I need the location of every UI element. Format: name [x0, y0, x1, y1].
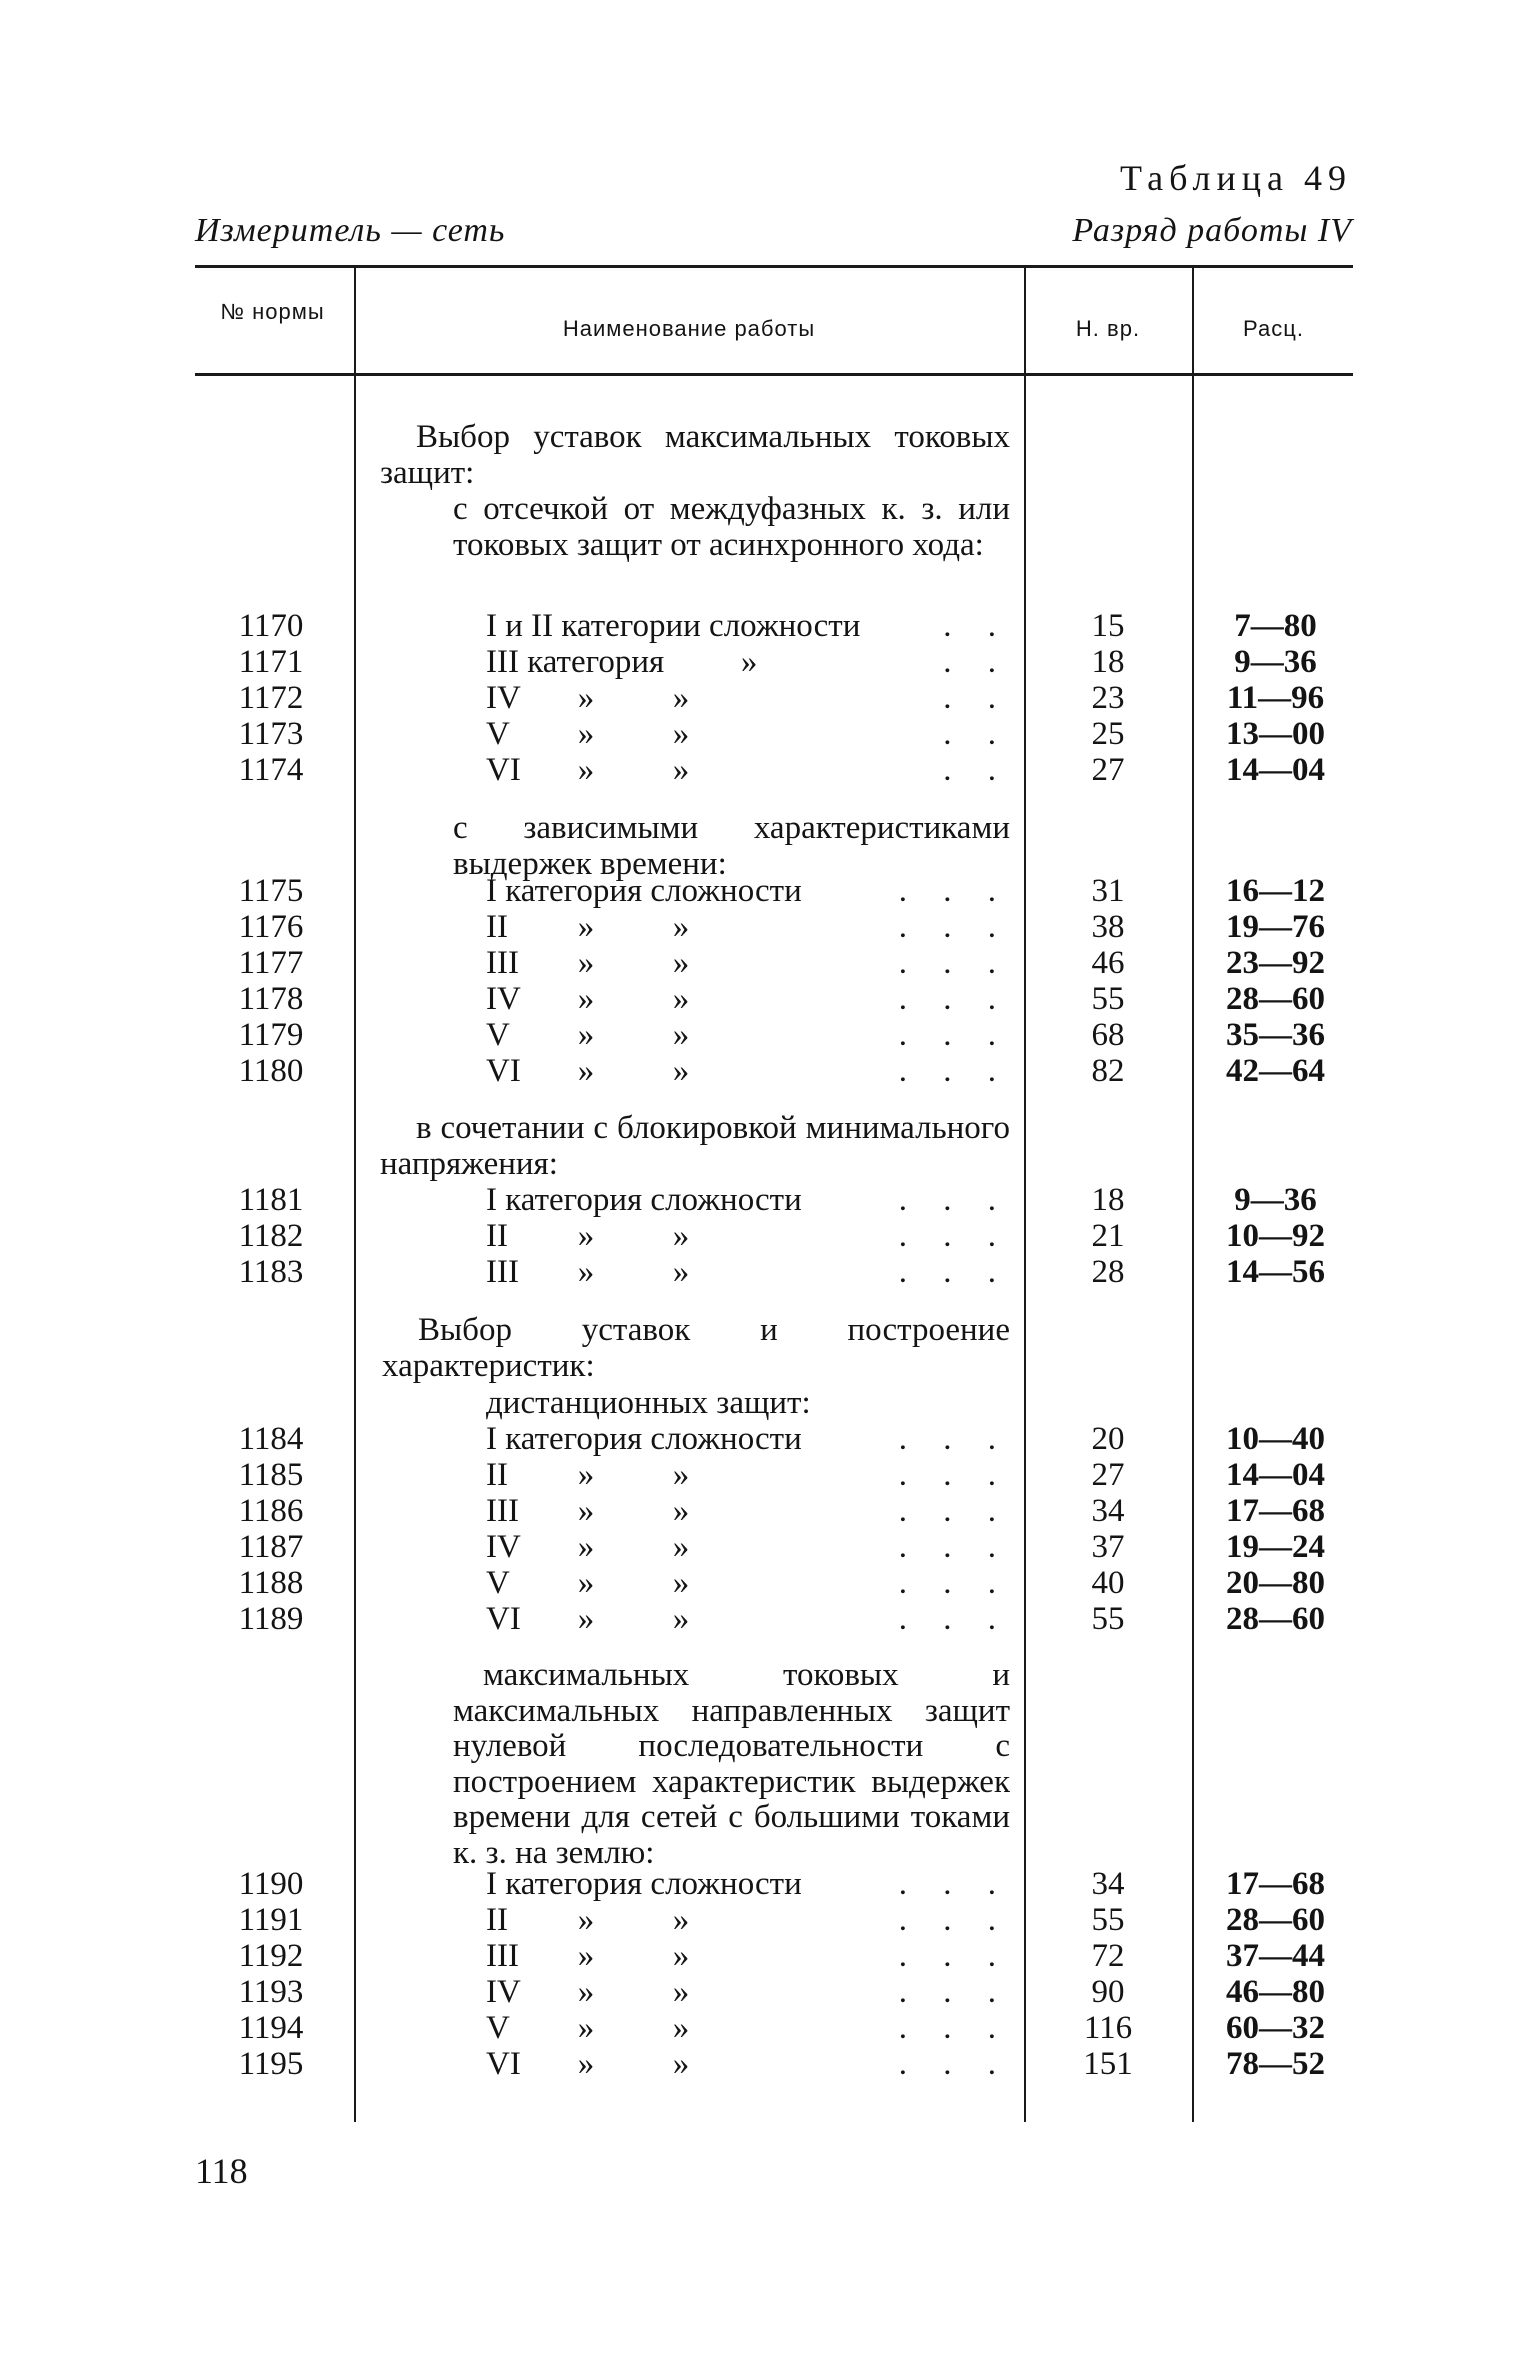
time-norm: 116 [1083, 2010, 1133, 2046]
ditto-mark: » [672, 1053, 690, 1089]
ditto-mark: » [577, 1529, 595, 1565]
leader-dots: . . [943, 752, 1010, 788]
rate: 35—36 [1226, 1017, 1325, 1053]
ditto-mark: » [672, 1565, 690, 1601]
work-category: VI [486, 1601, 521, 1637]
work-name [486, 1182, 1010, 1218]
ditto-mark: » [672, 1493, 690, 1529]
leader-dots: . . . [898, 1493, 1010, 1529]
work-category: V [486, 716, 510, 752]
time-norm: 55 [1091, 1902, 1125, 1938]
work-category: I категория сложности [486, 1182, 802, 1218]
rate: 78—52 [1226, 2046, 1325, 2082]
ditto-mark: » [672, 1601, 690, 1637]
work-name [486, 873, 1010, 909]
work-category: VI [486, 752, 521, 788]
work-name [486, 752, 1010, 788]
leader-dots: . . . [898, 1053, 1010, 1089]
norm-number: 1193 [238, 1974, 304, 2010]
work-name [486, 608, 1010, 644]
work-category: V [486, 1565, 510, 1601]
leader-dots: . . . [898, 1421, 1010, 1457]
norm-number: 1183 [238, 1254, 304, 1290]
table-row [0, 1421, 1535, 1457]
ditto-mark: » [577, 716, 595, 752]
norm-number: 1182 [238, 1218, 304, 1254]
work-name [486, 1421, 1010, 1457]
column-header-hours: Н. вр. [1075, 316, 1141, 341]
leader-dots: . . . [898, 2010, 1010, 2046]
section-subtitle: с отсечкой от междуфазных к. з. или токовых защит от асинхронного хода: [453, 491, 1010, 563]
work-name [486, 1053, 1010, 1089]
table-row [0, 1493, 1535, 1529]
time-norm: 27 [1091, 752, 1125, 788]
ditto-mark: » [577, 945, 595, 981]
table-row [0, 1601, 1535, 1637]
rate: 19—24 [1226, 1529, 1325, 1565]
time-norm: 68 [1091, 1017, 1125, 1053]
norm-number: 1188 [238, 1565, 304, 1601]
work-name [486, 1866, 1010, 1902]
ditto-mark: » [577, 1601, 595, 1637]
ditto-mark: » [672, 716, 690, 752]
ditto-mark: » [577, 981, 595, 1017]
ditto-mark: » [672, 680, 690, 716]
ditto-mark: » [672, 909, 690, 945]
section-subtitle: дистанционных защит: [486, 1385, 811, 1421]
work-category: II [486, 1218, 508, 1254]
leader-dots: . . . [898, 1457, 1010, 1493]
table-row [0, 608, 1535, 644]
table-row [0, 1938, 1535, 1974]
section-subtitle: в сочетании с блокировкой минимального напряжения: [380, 1110, 1010, 1182]
norm-number: 1176 [238, 909, 304, 945]
table-row [0, 2046, 1535, 2082]
section-subtitle: максимальных токовых и максимальных направленных защит нулевой последовательности с построением характеристик выдержек времени для сетей с большими токами к. з. на землю: [453, 1657, 1010, 1871]
norm-number: 1195 [238, 2046, 304, 2082]
ditto-mark: » [672, 1974, 690, 2010]
ditto-mark: » [672, 1017, 690, 1053]
table-row [0, 981, 1535, 1017]
work-category: IV [486, 1529, 521, 1565]
work-category: III [486, 945, 519, 981]
work-name [486, 1565, 1010, 1601]
work-name [486, 2010, 1010, 2046]
work-name [486, 1218, 1010, 1254]
work-name [486, 1254, 1010, 1290]
rate: 23—92 [1226, 945, 1325, 981]
work-category: V [486, 2010, 510, 2046]
time-norm: 90 [1091, 1974, 1125, 2010]
leader-dots: . . . [898, 1938, 1010, 1974]
work-category: III [486, 1938, 519, 1974]
ditto-mark: » [577, 752, 595, 788]
time-norm: 82 [1091, 1053, 1125, 1089]
table-caption: Таблица 49 [1120, 158, 1352, 198]
table-row [0, 1017, 1535, 1053]
table-row [0, 1565, 1535, 1601]
time-norm: 37 [1091, 1529, 1125, 1565]
ditto-mark: » [577, 1902, 595, 1938]
ditto-mark: » [672, 1457, 690, 1493]
rate: 10—92 [1226, 1218, 1325, 1254]
rate: 14—04 [1226, 1457, 1325, 1493]
work-category: VI [486, 2046, 521, 2082]
ditto-mark: » [672, 2010, 690, 2046]
ditto-mark: » [672, 1902, 690, 1938]
rate: 28—60 [1226, 981, 1325, 1017]
ditto-mark: » [672, 945, 690, 981]
rate: 14—04 [1226, 752, 1325, 788]
time-norm: 20 [1091, 1421, 1125, 1457]
rate: 37—44 [1226, 1938, 1325, 1974]
table-row [0, 1218, 1535, 1254]
ditto-mark: » [672, 1529, 690, 1565]
work-category: V [486, 1017, 510, 1053]
leader-dots: . . [943, 680, 1010, 716]
work-name [486, 680, 1010, 716]
time-norm: 15 [1091, 608, 1125, 644]
norm-number: 1173 [238, 716, 304, 752]
table-row [0, 1974, 1535, 2010]
grade-label: Разряд работы IV [1072, 212, 1352, 249]
table-row [0, 752, 1535, 788]
ditto-mark: » [672, 981, 690, 1017]
measure-label: Измеритель — сеть [195, 212, 506, 249]
page-number: 118 [195, 2151, 248, 2191]
work-category: III [486, 1493, 519, 1529]
table-row [0, 1529, 1535, 1565]
norm-number: 1180 [238, 1053, 304, 1089]
column-header-pay: Расц. [1243, 316, 1304, 341]
work-name [486, 716, 1010, 752]
leader-dots: . . . [898, 1017, 1010, 1053]
time-norm: 40 [1091, 1565, 1125, 1601]
table-row [0, 1053, 1535, 1089]
leader-dots: . . . [898, 909, 1010, 945]
ditto-mark: » [577, 1565, 595, 1601]
work-name [486, 945, 1010, 981]
time-norm: 55 [1091, 981, 1125, 1017]
ditto-mark: » [672, 1938, 690, 1974]
table-row [0, 1866, 1535, 1902]
time-norm: 31 [1091, 873, 1125, 909]
rate: 10—40 [1226, 1421, 1325, 1457]
work-name [486, 1974, 1010, 2010]
leader-dots: . . . [898, 945, 1010, 981]
norm-number: 1184 [238, 1421, 304, 1457]
norm-number: 1175 [238, 873, 304, 909]
work-name [486, 1529, 1010, 1565]
column-header-name: Наименование работы [562, 316, 816, 341]
time-norm: 23 [1091, 680, 1125, 716]
norm-number: 1186 [238, 1493, 304, 1529]
table-row [0, 644, 1535, 680]
time-norm: 72 [1091, 1938, 1125, 1974]
ditto-mark: » [577, 1493, 595, 1529]
leader-dots: . . . [898, 1601, 1010, 1637]
table-row [0, 1182, 1535, 1218]
work-category: I категория сложности [486, 1421, 802, 1457]
work-name [486, 1601, 1010, 1637]
norm-number: 1191 [238, 1902, 304, 1938]
rate: 28—60 [1226, 1601, 1325, 1637]
leader-dots: . . . [898, 1529, 1010, 1565]
leader-dots: . . . [898, 1218, 1010, 1254]
norm-number: 1192 [238, 1938, 304, 1974]
work-name [486, 1938, 1010, 1974]
table-row [0, 1254, 1535, 1290]
ditto-mark: » [577, 1938, 595, 1974]
work-category: II [486, 909, 508, 945]
rate: 17—68 [1226, 1493, 1325, 1529]
ditto-mark: » [577, 2010, 595, 2046]
rate: 16—12 [1226, 873, 1325, 909]
section-title: Выбор уставок и построение характеристик: [382, 1312, 1010, 1384]
section-subtitle: с зависимыми характеристиками выдержек времени: [453, 810, 1010, 882]
work-category: III [486, 1254, 519, 1290]
time-norm: 38 [1091, 909, 1125, 945]
ditto-mark: » [577, 1974, 595, 2010]
ditto-mark: » [577, 1017, 595, 1053]
time-norm: 46 [1091, 945, 1125, 981]
leader-dots: . . . [898, 873, 1010, 909]
ditto-mark: » [672, 1218, 690, 1254]
work-category: II [486, 1902, 508, 1938]
ditto-mark: » [577, 1053, 595, 1089]
table-row [0, 716, 1535, 752]
time-norm: 28 [1091, 1254, 1125, 1290]
rate: 17—68 [1226, 1866, 1325, 1902]
work-name [486, 1493, 1010, 1529]
norm-number: 1185 [238, 1457, 304, 1493]
norm-number: 1189 [238, 1601, 304, 1637]
table-row [0, 680, 1535, 716]
ditto-mark: » [577, 909, 595, 945]
work-name [486, 1017, 1010, 1053]
leader-dots: . . [943, 716, 1010, 752]
norm-number: 1194 [238, 2010, 304, 2046]
work-name [486, 1902, 1010, 1938]
work-name [486, 981, 1010, 1017]
ditto-mark: » [672, 752, 690, 788]
norm-number: 1187 [238, 1529, 304, 1565]
rate: 7—80 [1234, 608, 1317, 644]
work-category: IV [486, 680, 521, 716]
time-norm: 18 [1091, 1182, 1125, 1218]
leader-dots: . . . [898, 981, 1010, 1017]
norm-number: 1171 [238, 644, 304, 680]
ditto-mark: » [740, 644, 758, 680]
rate: 28—60 [1226, 1902, 1325, 1938]
leader-dots: . . [943, 644, 1010, 680]
work-category: II [486, 1457, 508, 1493]
work-name [486, 1457, 1010, 1493]
ditto-mark: » [577, 1254, 595, 1290]
table-row [0, 945, 1535, 981]
norm-number: 1190 [238, 1866, 304, 1902]
ditto-mark: » [577, 2046, 595, 2082]
rate: 11—96 [1226, 680, 1325, 716]
table-row [0, 1457, 1535, 1493]
work-category: III категория [486, 644, 665, 680]
norm-number: 1179 [238, 1017, 304, 1053]
rate: 60—32 [1226, 2010, 1325, 2046]
leader-dots: . . . [898, 1565, 1010, 1601]
work-category: IV [486, 981, 521, 1017]
work-category: I категория сложности [486, 873, 802, 909]
leader-dots: . . . [898, 1866, 1010, 1902]
section-title: Выбор уставок максимальных токовых защит: [380, 419, 1010, 491]
work-name [486, 644, 1010, 680]
work-name [486, 2046, 1010, 2082]
work-category: VI [486, 1053, 521, 1089]
time-norm: 18 [1091, 644, 1125, 680]
time-norm: 34 [1091, 1493, 1125, 1529]
work-category: I категория сложности [486, 1866, 802, 1902]
rate: 14—56 [1226, 1254, 1325, 1290]
work-name [486, 909, 1010, 945]
leader-dots: . . . [898, 1254, 1010, 1290]
norm-number: 1174 [238, 752, 304, 788]
ditto-mark: » [672, 1254, 690, 1290]
norm-number: 1177 [238, 945, 304, 981]
time-norm: 25 [1091, 716, 1125, 752]
rate: 46—80 [1226, 1974, 1325, 2010]
time-norm: 21 [1091, 1218, 1125, 1254]
rate: 19—76 [1226, 909, 1325, 945]
norm-number: 1181 [238, 1182, 304, 1218]
time-norm: 27 [1091, 1457, 1125, 1493]
leader-dots: . . [943, 608, 1010, 644]
work-category: IV [486, 1974, 521, 2010]
leader-dots: . . . [898, 2046, 1010, 2082]
leader-dots: . . . [898, 1182, 1010, 1218]
rate: 9—36 [1234, 644, 1317, 680]
rate: 13—00 [1226, 716, 1325, 752]
ditto-mark: » [577, 680, 595, 716]
leader-dots: . . . [898, 1974, 1010, 2010]
norm-number: 1178 [238, 981, 304, 1017]
table-row [0, 2010, 1535, 2046]
ditto-mark: » [577, 1218, 595, 1254]
column-header-num: № нормы [220, 299, 325, 324]
ditto-mark: » [577, 1457, 595, 1493]
table-row [0, 909, 1535, 945]
norm-number: 1172 [238, 680, 304, 716]
time-norm: 151 [1083, 2046, 1133, 2082]
work-category: I и II категории сложности [486, 608, 861, 644]
table-row [0, 1902, 1535, 1938]
rate: 42—64 [1226, 1053, 1325, 1089]
ditto-mark: » [672, 2046, 690, 2082]
rate: 9—36 [1234, 1182, 1317, 1218]
time-norm: 34 [1091, 1866, 1125, 1902]
leader-dots: . . . [898, 1902, 1010, 1938]
rate: 20—80 [1226, 1565, 1325, 1601]
time-norm: 55 [1091, 1601, 1125, 1637]
norm-number: 1170 [238, 608, 304, 644]
table-row [0, 873, 1535, 909]
